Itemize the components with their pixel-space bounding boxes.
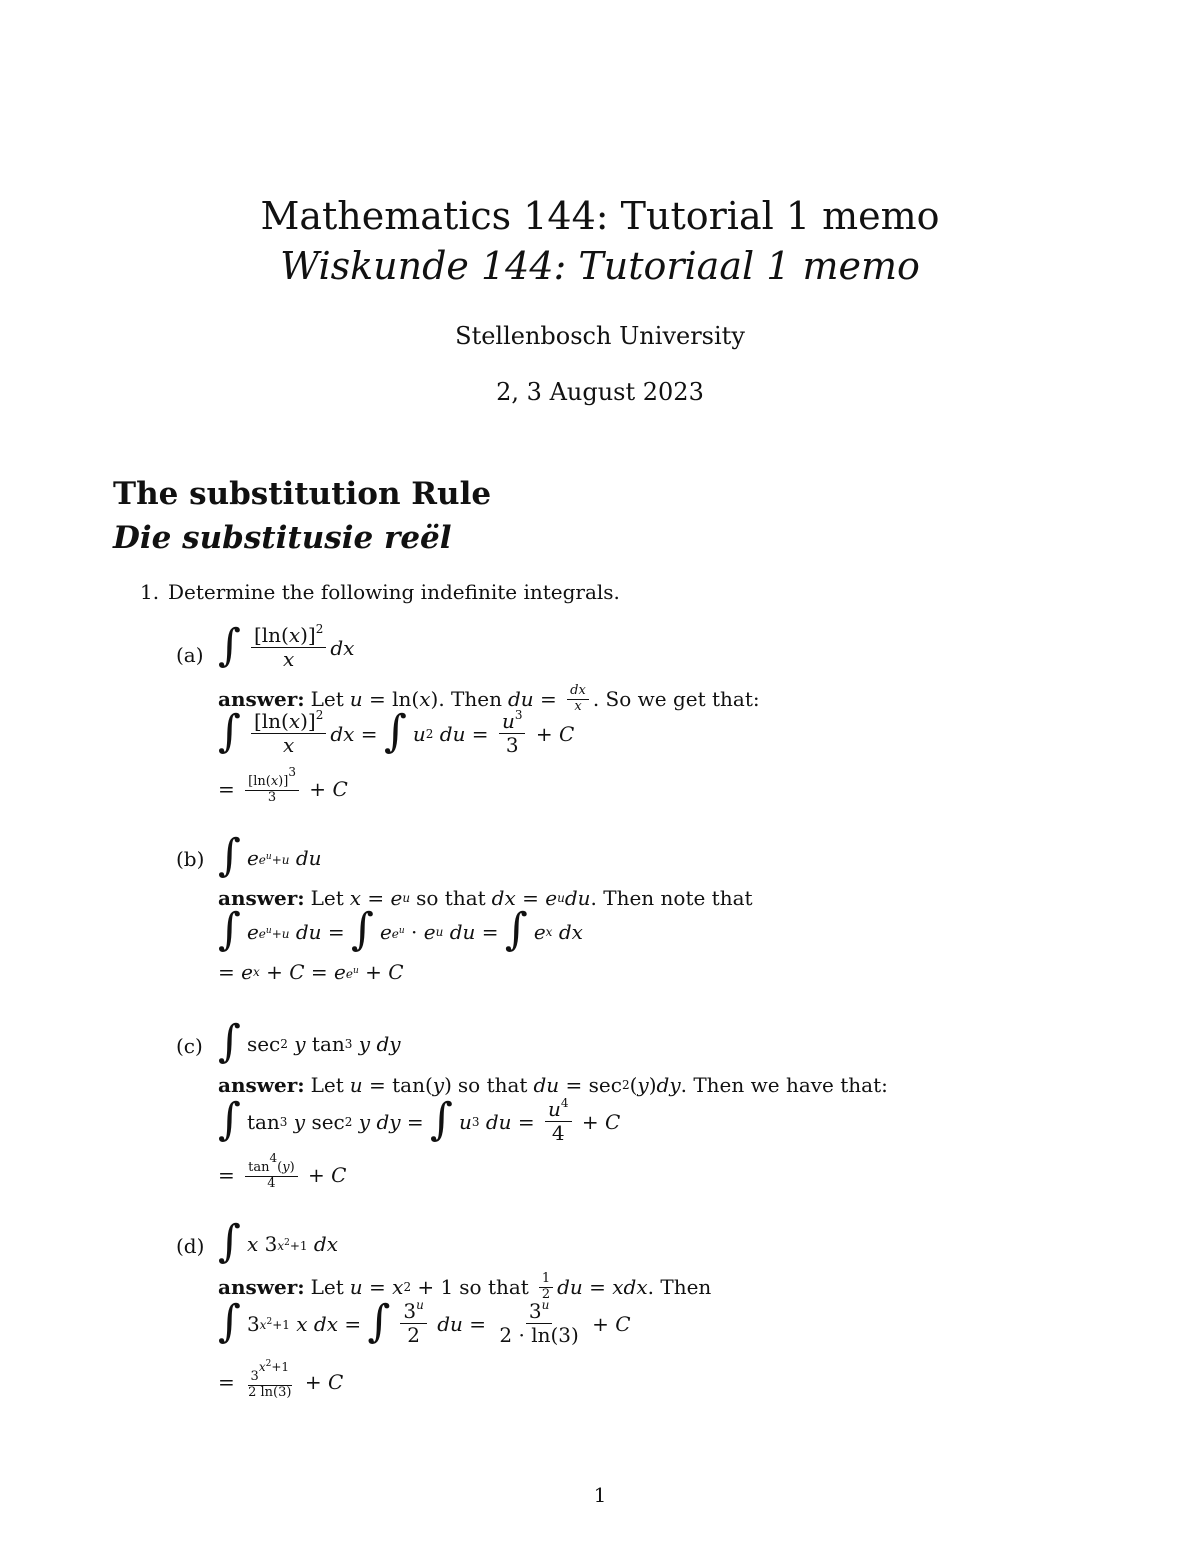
- section-title-english: The substitution Rule: [113, 476, 492, 512]
- part-d-result: = $\frac{3^{x^2+1}}{2 \ln(3)}$ + C: [218, 1359, 344, 1400]
- so-that-word: so that: [416, 886, 486, 910]
- then-word: . Then: [438, 687, 502, 712]
- let-word: Let: [310, 1275, 344, 1300]
- then-word: . Then we have that:: [680, 1073, 888, 1097]
- section-title-afrikaans: Die substitusie reël: [113, 520, 452, 556]
- part-d-integral: ∫ x 3 $x^2+1$ dx: [218, 1216, 338, 1267]
- part-c-answer-line: answer: Let u = tan( y ) so that du = sec 2 ( y ) dy . Then we have that:: [218, 1073, 888, 1097]
- part-a-label: (a): [176, 643, 204, 667]
- part-c-integral: ∫ sec 2 y tan 3 y dy: [218, 1016, 401, 1067]
- title-english: Mathematics 144: Tutorial 1 memo: [260, 194, 940, 238]
- date: 2, 3 August 2023: [496, 378, 704, 406]
- let-word: Let: [310, 687, 344, 712]
- question-text: Determine the following indefinite integrals.: [168, 580, 620, 604]
- institution: Stellenbosch University: [455, 322, 745, 350]
- so-word: . So we get that:: [592, 687, 760, 712]
- part-c-result: = $\frac{\tan^4(y)}{4}$ + C: [218, 1151, 347, 1191]
- let-word: Let: [310, 886, 344, 910]
- then-word: . Then: [647, 1275, 712, 1300]
- page-number: 1: [593, 1483, 607, 1507]
- title-afrikaans: Wiskunde 144: Tutoriaal 1 memo: [280, 244, 920, 288]
- part-a-result: = $\frac{[\ln(x)]^3}{3}$ + C: [218, 765, 348, 805]
- part-c-label: (c): [176, 1034, 203, 1058]
- so-that-word: so that: [457, 1073, 528, 1097]
- part-a-integral: ∫ $\frac{[\ln(x)]^2}{x}$ dx: [218, 619, 355, 671]
- answer-label: answer:: [218, 1275, 305, 1300]
- answer-label: answer:: [218, 886, 305, 910]
- part-b-answer-line: answer: Let x = e u so that dx = e u du . Then note that: [218, 886, 753, 910]
- then-word: . Then note that: [590, 886, 753, 910]
- part-d-answer-line: answer: Let u = x 2 + 1 so that $\frac{1}{2}$ du = xdx . Then: [218, 1271, 712, 1302]
- part-b-label: (b): [176, 847, 205, 871]
- part-a-answer-line: answer: Let u = ln( x ) . Then du = $\frac{dx}{x}$ . So we get that:: [218, 683, 760, 714]
- answer-label: answer:: [218, 1073, 305, 1097]
- part-b-integral: ∫ e $e^u+u$ du: [218, 830, 322, 881]
- part-b-derivation: ∫ e $e^u+u$ du = ∫ e $e^u$ · e u du = ∫ e x dx: [218, 904, 583, 955]
- part-c-derivation: ∫ tan 3 y sec 2 y dy = ∫ u 3 du = $\frac{u^4}{4}$ + C: [218, 1093, 621, 1145]
- part-d-derivation: ∫ 3 $x^2+1$ x dx = ∫ $\frac{3^u}{2}$ du = $\frac{3^u}{2 \cdot \ln(3)}$ + C: [218, 1295, 631, 1347]
- let-word: Let: [310, 1073, 344, 1097]
- answer-label: answer:: [218, 687, 305, 712]
- part-d-label: (d): [176, 1234, 205, 1258]
- so-that-word: so that: [459, 1275, 529, 1300]
- part-a-derivation: ∫ $\frac{[\ln(x)]^2}{x}$ dx = ∫ u 2 du = $\frac{u^3}{3}$ + C: [218, 705, 575, 757]
- part-b-result: = e x + C = e $e^u$ + C: [218, 960, 404, 984]
- question-number: 1.: [140, 580, 160, 604]
